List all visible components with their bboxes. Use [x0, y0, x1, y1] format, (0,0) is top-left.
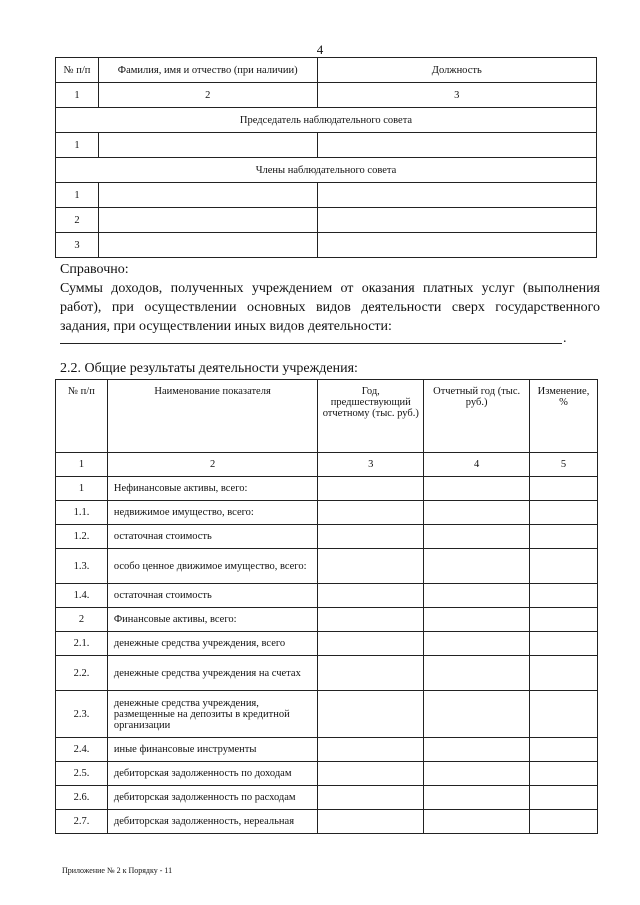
row-number: 2.4.: [56, 738, 108, 762]
indicator-name: дебиторская задолженность по расходам: [107, 786, 317, 810]
position-cell[interactable]: [317, 208, 596, 233]
indicator-name: денежные средства учреждения, всего: [107, 632, 317, 656]
name-cell[interactable]: [98, 133, 317, 158]
report-year-cell[interactable]: [424, 656, 530, 691]
table-row: [56, 183, 597, 208]
row-number: 1.4.: [56, 584, 108, 608]
note-text: Суммы доходов, полученных учреждением от оказания платных услуг (выполнения работ), при осуществлении основных видов деятельности сверх государственного задания, при осуществлении иных видов деятельности:: [60, 281, 600, 334]
column-number-row: [56, 453, 598, 477]
table-row: [56, 656, 598, 691]
column-number: 1: [56, 453, 108, 477]
report-year-cell[interactable]: [424, 738, 530, 762]
prev-year-cell[interactable]: [318, 786, 424, 810]
prev-year-cell[interactable]: [318, 501, 424, 525]
section-row: [56, 108, 597, 133]
indicator-name: особо ценное движимое имущество, всего:: [107, 549, 317, 584]
section-members-label: Члены наблюдательного совета: [56, 158, 597, 183]
report-year-cell[interactable]: [424, 608, 530, 632]
row-number: 1: [56, 133, 99, 158]
row-number: 2.5.: [56, 762, 108, 786]
supervisory-board-table: [55, 57, 597, 258]
table-row: [56, 525, 598, 549]
change-percent-cell[interactable]: [530, 656, 598, 691]
page-number: 4: [316, 42, 324, 57]
indicator-name: Нефинансовые активы, всего:: [107, 477, 317, 501]
results-table: [55, 379, 598, 834]
table-row: [56, 549, 598, 584]
change-percent-cell[interactable]: [530, 584, 598, 608]
row-number: 1.2.: [56, 525, 108, 549]
prev-year-cell[interactable]: [318, 691, 424, 738]
column-number: 5: [530, 453, 598, 477]
table-row: [56, 762, 598, 786]
report-year-cell[interactable]: [424, 525, 530, 549]
header-cell: Отчетный год (тыс. руб.): [424, 380, 530, 453]
prev-year-cell[interactable]: [318, 738, 424, 762]
change-percent-cell[interactable]: [530, 810, 598, 834]
indicator-name: дебиторская задолженность, нереальная: [107, 810, 317, 834]
prev-year-cell[interactable]: [318, 810, 424, 834]
report-year-cell[interactable]: [424, 691, 530, 738]
header-cell: Изменение, %: [530, 380, 598, 453]
position-cell[interactable]: [317, 183, 596, 208]
prev-year-cell[interactable]: [318, 656, 424, 691]
report-year-cell[interactable]: [424, 584, 530, 608]
section-row: [56, 158, 597, 183]
footer-note: Приложение № 2 к Порядку - 11: [62, 866, 173, 875]
row-number: 1.3.: [56, 549, 108, 584]
prev-year-cell[interactable]: [318, 584, 424, 608]
change-percent-cell[interactable]: [530, 608, 598, 632]
table-row: [56, 477, 598, 501]
note-end-dot: .: [563, 331, 567, 346]
indicator-name: недвижимое имущество, всего:: [107, 501, 317, 525]
table-row: [56, 632, 598, 656]
row-number: 2.6.: [56, 786, 108, 810]
row-number: 2: [56, 608, 108, 632]
section-title: 2.2. Общие результаты деятельности учреждения:: [60, 361, 358, 376]
change-percent-cell[interactable]: [530, 477, 598, 501]
change-percent-cell[interactable]: [530, 738, 598, 762]
header-cell: Наименование показателя: [107, 380, 317, 453]
row-number: 2.7.: [56, 810, 108, 834]
section-chair-label: Председатель наблюдательного совета: [56, 108, 597, 133]
row-number: 2: [56, 208, 99, 233]
column-number: 1: [56, 83, 99, 108]
table-row: [56, 584, 598, 608]
table-header-row: [56, 380, 598, 453]
row-number: 1: [56, 477, 108, 501]
table-row: [56, 786, 598, 810]
report-year-cell[interactable]: [424, 810, 530, 834]
table-row: [56, 691, 598, 738]
table-header-row: [56, 58, 597, 83]
table-row: [56, 208, 597, 233]
change-percent-cell[interactable]: [530, 501, 598, 525]
row-number: 1: [56, 183, 99, 208]
fill-in-line[interactable]: [60, 343, 562, 344]
position-cell[interactable]: [317, 133, 596, 158]
table-row: [56, 501, 598, 525]
change-percent-cell[interactable]: [530, 762, 598, 786]
row-number: 2.3.: [56, 691, 108, 738]
report-year-cell[interactable]: [424, 477, 530, 501]
prev-year-cell[interactable]: [318, 762, 424, 786]
change-percent-cell[interactable]: [530, 691, 598, 738]
column-number: 4: [424, 453, 530, 477]
table-row: [56, 133, 597, 158]
indicator-name: дебиторская задолженность по доходам: [107, 762, 317, 786]
prev-year-cell[interactable]: [318, 549, 424, 584]
column-number: 2: [98, 83, 317, 108]
header-cell: № п/п: [56, 58, 99, 83]
row-number: 3: [56, 233, 99, 258]
column-number: 3: [318, 453, 424, 477]
column-number: 3: [317, 83, 596, 108]
prev-year-cell[interactable]: [318, 477, 424, 501]
indicator-name: денежные средства учреждения, размещенные на депозиты в кредитной организации: [107, 691, 317, 738]
indicator-name: иные финансовые инструменты: [107, 738, 317, 762]
report-year-cell[interactable]: [424, 762, 530, 786]
row-number: 2.1.: [56, 632, 108, 656]
table-row: [56, 810, 598, 834]
column-number-row: [56, 83, 597, 108]
table-row: [56, 608, 598, 632]
table-row: [56, 233, 597, 258]
report-year-cell[interactable]: [424, 632, 530, 656]
row-number: 1.1.: [56, 501, 108, 525]
change-percent-cell[interactable]: [530, 786, 598, 810]
name-cell[interactable]: [98, 233, 317, 258]
name-cell[interactable]: [98, 208, 317, 233]
report-year-cell[interactable]: [424, 786, 530, 810]
header-cell: № п/п: [56, 380, 108, 453]
position-cell[interactable]: [317, 233, 596, 258]
report-year-cell[interactable]: [424, 549, 530, 584]
header-cell: Год, предшествующий отчетному (тыс. руб.): [318, 380, 424, 453]
indicator-name: остаточная стоимость: [107, 525, 317, 549]
change-percent-cell[interactable]: [530, 632, 598, 656]
indicator-name: Финансовые активы, всего:: [107, 608, 317, 632]
column-number: 2: [107, 453, 317, 477]
table-row: [56, 738, 598, 762]
prev-year-cell[interactable]: [318, 632, 424, 656]
header-cell: Фамилия, имя и отчество (при наличии): [98, 58, 317, 83]
name-cell[interactable]: [98, 183, 317, 208]
change-percent-cell[interactable]: [530, 525, 598, 549]
header-cell: Должность: [317, 58, 596, 83]
prev-year-cell[interactable]: [318, 525, 424, 549]
change-percent-cell[interactable]: [530, 549, 598, 584]
row-number: 2.2.: [56, 656, 108, 691]
note-heading: Справочно:: [60, 262, 129, 277]
report-year-cell[interactable]: [424, 501, 530, 525]
indicator-name: денежные средства учреждения на счетах: [107, 656, 317, 691]
prev-year-cell[interactable]: [318, 608, 424, 632]
reference-note: [60, 260, 600, 336]
indicator-name: остаточная стоимость: [107, 584, 317, 608]
